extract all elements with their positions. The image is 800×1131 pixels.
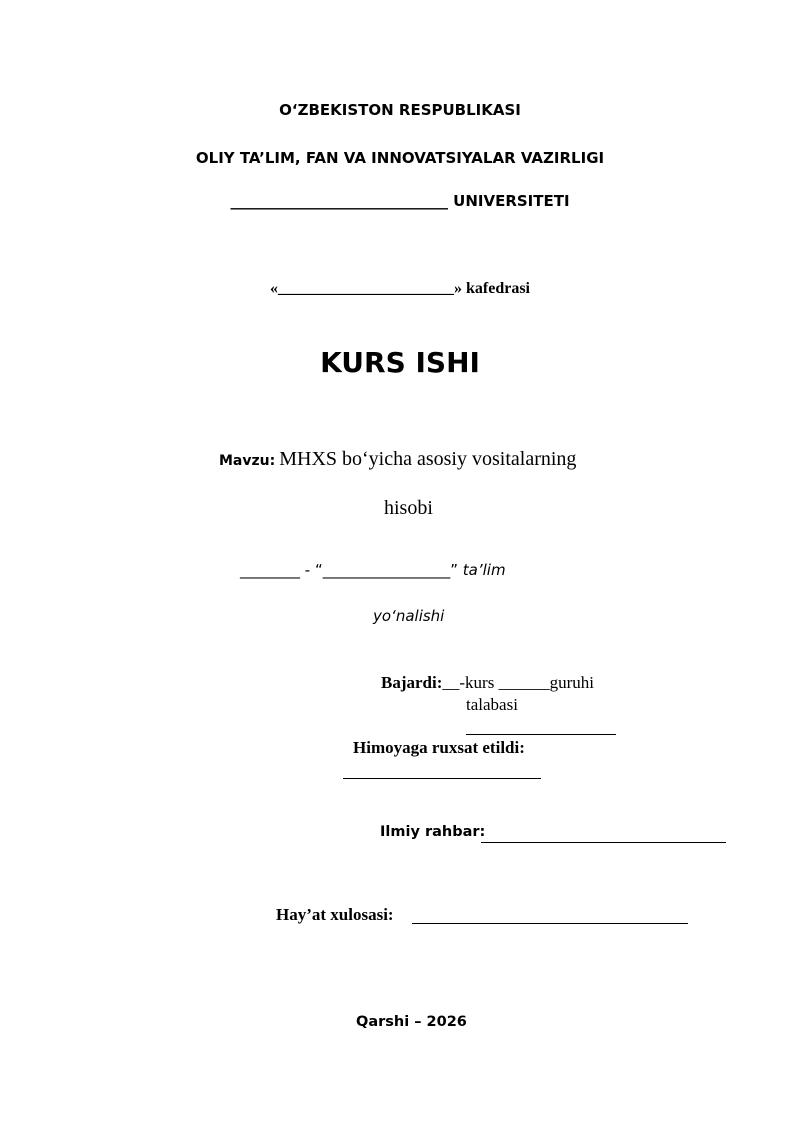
defense-signature-line [343, 778, 541, 779]
defense-approval-label: Himoyaga ruxsat etildi: [353, 738, 525, 757]
supervisor-label: Ilmiy rahbar: [380, 824, 486, 840]
course-blank: __ [442, 673, 460, 692]
supervisor-signature-line [481, 842, 726, 843]
document-title: KURS ISHI [320, 346, 480, 379]
course-group: -kurs ______guruhi [459, 673, 594, 692]
performed-line [381, 673, 594, 693]
student-label: talabasi [466, 695, 518, 714]
topic-text: MHXS bo‘yicha asosiy vositalarning [279, 448, 577, 470]
department-blank: ______________________ [278, 280, 454, 297]
performed-label: Bajardi: [381, 673, 443, 692]
republic-heading: O‘ZBEKISTON RESPUBLIKASI [279, 101, 521, 119]
direction-label: ta’lim [462, 561, 506, 579]
commission-conclusion-line [412, 923, 688, 924]
direction-label-continued: yo‘nalishi [373, 607, 445, 625]
direction-blanks: ________ - “_________________” [240, 561, 463, 579]
topic-text-continued: hisobi [384, 497, 433, 519]
ministry-heading: OLIY TA’LIM, FAN VA INNOVATSIYALAR VAZIRLIGI [195, 149, 605, 167]
topic-line [219, 448, 576, 471]
department-open-quote: « [270, 280, 278, 297]
department-label: » kafedrasi [454, 280, 530, 297]
topic-label: Mavzu: [219, 453, 276, 469]
direction-line [240, 561, 506, 579]
commission-label: Hay’at xulosasi: [276, 905, 394, 924]
student-name-line [466, 734, 616, 735]
university-heading: _____________________________ UNIVERSITETI [230, 192, 570, 210]
place-year: Qarshi – 2026 [356, 1014, 467, 1030]
department-line [0, 280, 800, 298]
